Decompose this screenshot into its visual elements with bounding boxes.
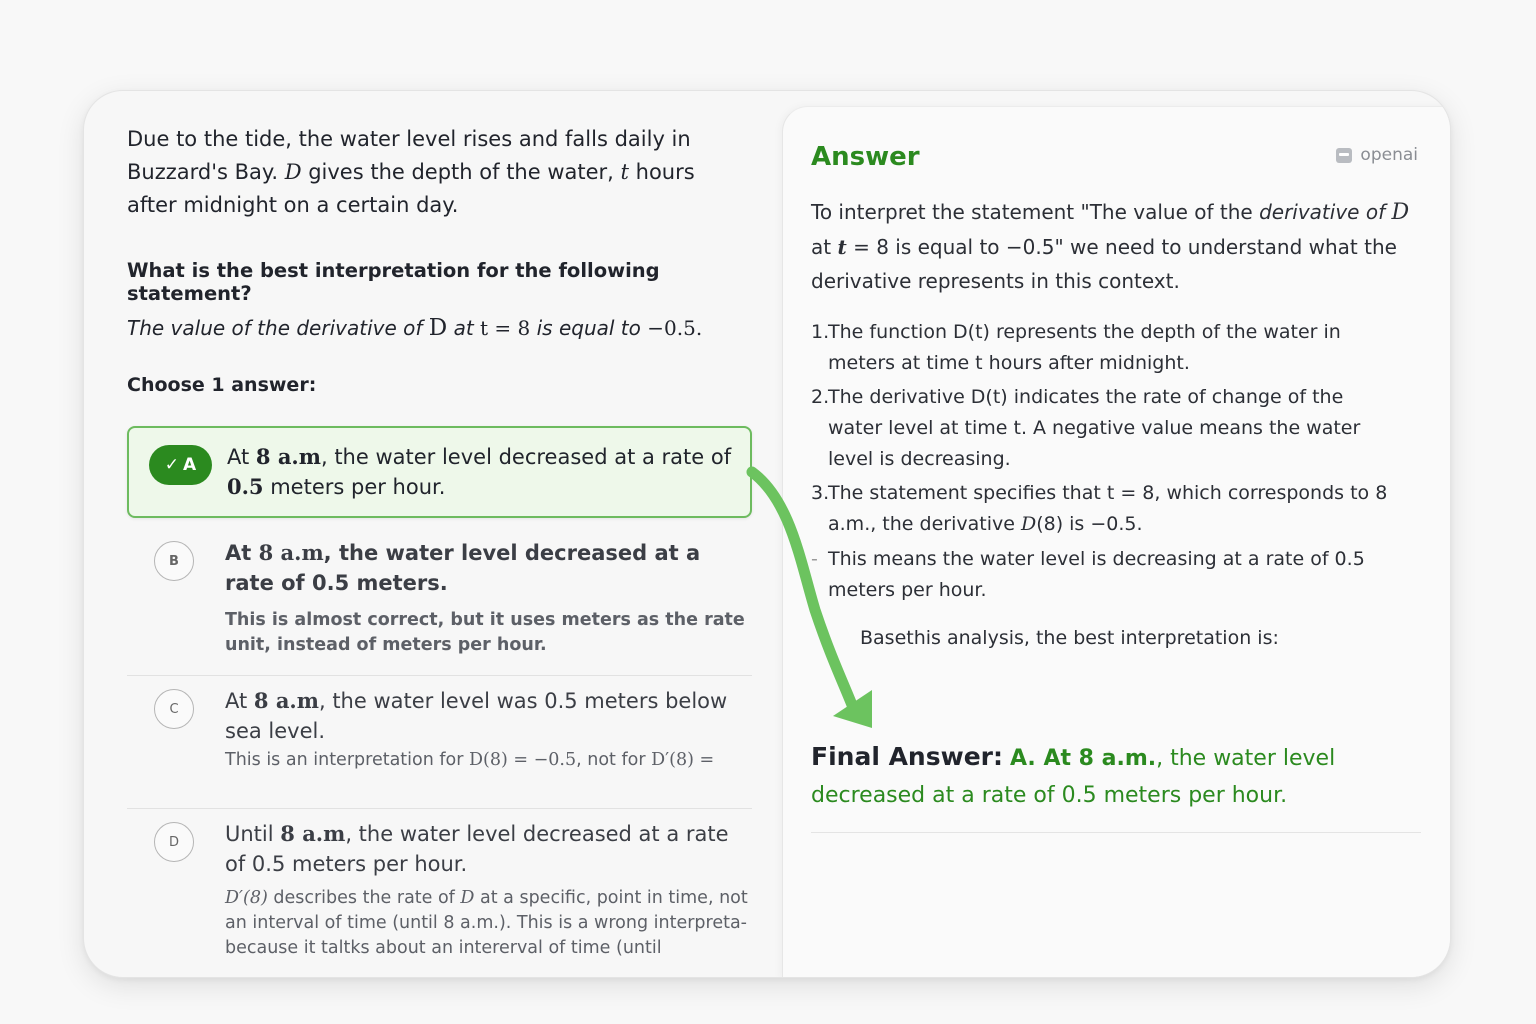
choice-letter-circle[interactable]: B	[154, 541, 194, 581]
answer-panel	[782, 106, 1451, 978]
step-item: 1. The function D(t) represents the depth of the water in meters at time t hours after midnight.	[811, 321, 1341, 374]
step-item: 2. The derivative D(t) indicates the rate of change of the water level at time t. A negative value means the water level is decreasing.	[811, 386, 1361, 470]
brand-label: openai	[1336, 145, 1418, 165]
question-intro: Due to the tide, the water level rises and falls daily in Buzzard's Bay. D gives the depth of the water, t hours after midnight on a certain day.	[127, 127, 695, 217]
answer-conclusion: Basethis analysis, the best interpretation is:	[860, 627, 1279, 649]
robot-icon	[1336, 148, 1352, 163]
math-D: D	[284, 160, 302, 184]
choice-explanation: D′(8) describes the rate of D at a specific, point in time, not an interval of time (until 8 a.m.). This is a wrong interpreta- because it taltks about an intererval of time (until	[225, 888, 748, 958]
choice-explanation: This is almost correct, but it uses meters as the rate unit, instead of meters per hour.	[225, 610, 745, 655]
step-item: 3. The statement specifies that t = 8, which corresponds to 8 a.m., the derivative D(8) is −0.5.	[811, 482, 1388, 535]
step-item: - This means the water level is decreasing at a rate of 0.5 meters per hour.	[811, 548, 1365, 601]
answer-intro: To interpret the statement "The value of the derivative of D at t = 8 is equal to −0.5" we need to understand what the derivative represents in this context.	[811, 200, 1410, 293]
exercise-card	[83, 90, 1451, 978]
answer-steps	[811, 317, 1401, 609]
question-statement: The value of the derivative of D at t = 8 is equal to −0.5.	[127, 315, 703, 341]
choice-a[interactable]	[127, 426, 752, 518]
choice-b[interactable]	[127, 528, 752, 676]
choice-explanation: This is an interpretation for D(8) = −0.5, not for D′(8) =	[225, 750, 715, 770]
choose-label: Choose 1 answer:	[127, 374, 317, 396]
divider	[811, 832, 1421, 833]
choice-text: Until 8 a.m, the water level decreased at a rate of 0.5 meters per hour.	[225, 821, 729, 876]
question-prompt: What is the best interpretation for the following statement?	[127, 259, 660, 305]
choice-letter-circle[interactable]: C	[154, 689, 194, 729]
choice-text: At 8 a.m, the water level was 0.5 meters below sea level.	[225, 688, 728, 743]
choice-letter-circle[interactable]: D	[154, 822, 194, 862]
answer-title: Answer	[811, 142, 920, 172]
correct-badge	[149, 445, 212, 485]
final-answer-label: Final Answer:	[811, 742, 1003, 771]
final-answer: Final Answer: A. At 8 a.m., the water level decreased at a rate of 0.5 meters per hour.	[811, 742, 1336, 808]
math-t: t	[620, 160, 629, 184]
choice-text: At 8 a.m, the water level decreased at a rate of 0.5 meters.	[225, 540, 701, 595]
check-icon: ✓	[164, 455, 180, 475]
choice-letter: A	[183, 455, 197, 475]
choice-text: At 8 a.m, the water level decreased at a rate of 0.5 meters per hour.	[227, 444, 732, 499]
choice-d[interactable]	[127, 809, 752, 978]
choice-c[interactable]	[127, 676, 752, 809]
question-panel	[84, 91, 782, 978]
